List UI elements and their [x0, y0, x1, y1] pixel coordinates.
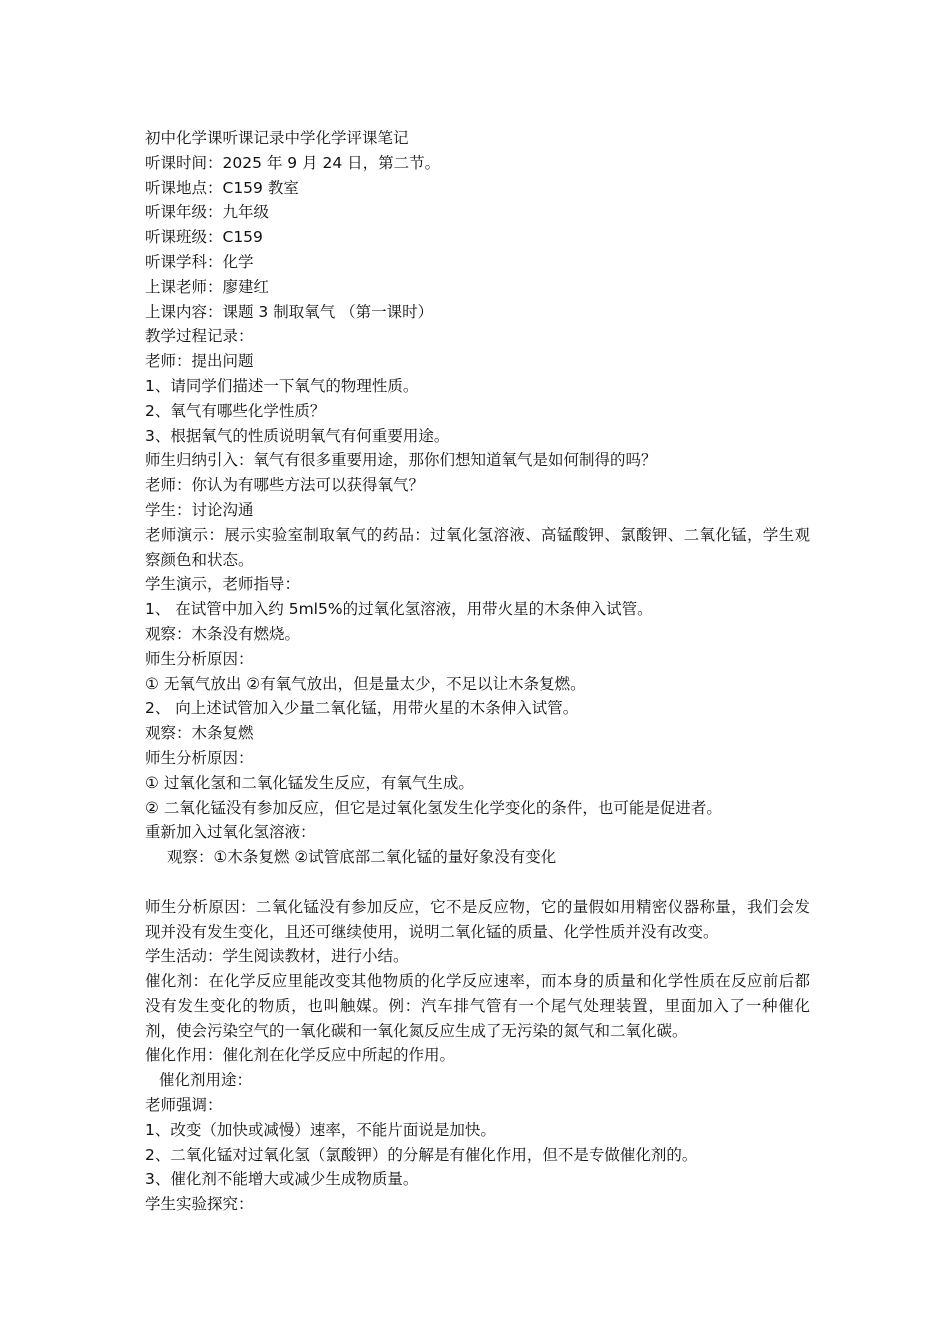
- lesson-teacher: 上课老师：廖建红: [145, 277, 270, 296]
- blank-line: [145, 870, 810, 895]
- question-2: 2、氧气有哪些化学性质？: [145, 401, 326, 420]
- catalyst-use: 催化剂用途：: [159, 1071, 253, 1090]
- analysis-3: 师生分析原因：二氧化锰没有参加反应，它不是反应物，它的量假如用精密仪器称量，我们会发现并没有发生变化，且还可继续使用，说明二氧化锰的质量、化学性质并没有改变。: [145, 897, 810, 941]
- catalysis-definition: 催化作用：催化剂在化学反应中所起的作用。: [145, 1046, 456, 1065]
- student-demo: 学生演示，老师指导：: [145, 575, 301, 594]
- readd-solution: 重新加入过氧化氢溶液：: [145, 823, 316, 842]
- observation-2: 观察：木条复燃: [145, 724, 254, 743]
- lesson-grade: 听课年级：九年级: [145, 203, 270, 222]
- observation-1: 观察：木条没有燃烧。: [145, 624, 301, 643]
- question-3: 3、根据氧气的性质说明氧气有何重要用途。: [145, 426, 450, 445]
- summary-intro: 师生归纳引入：氧气有很多重要用途，那你们想知道氧气是如何制得的吗？: [145, 451, 657, 470]
- document-title: 初中化学课听课记录中学化学评课笔记: [145, 129, 409, 147]
- lesson-class: 听课班级：C159: [145, 228, 263, 247]
- teacher-ask: 老师：你认为有哪些方法可以获得氧气？: [145, 476, 425, 495]
- student-experiment: 学生实验探究：: [145, 1195, 254, 1214]
- student-activity: 学生活动：学生阅读教材，进行小结。: [145, 947, 409, 966]
- catalyst-definition: 催化剂：在化学反应里能改变其他物质的化学反应速率，而本身的质量和化学性质在反应前后都没有发生变化的物质，也叫触媒。例：汽车排气管有一个尾气处理装置，里面加入了一种催化剂，使会污染空气的一氧化碳和一氧化氮反应生成了无污染的氮气和二氧化碳。: [145, 972, 810, 1040]
- document-page: [145, 126, 810, 1217]
- emphasis-3: 3、催化剂不能增大或减少生成物质量。: [145, 1170, 419, 1189]
- analysis-2a: ① 过氧化氢和二氧化锰发生反应，有氧气生成。: [145, 773, 474, 792]
- emphasis-1: 1、改变（加快或减慢）速率，不能片面说是加快。: [145, 1120, 496, 1139]
- analysis-2-title: 师生分析原因：: [145, 748, 254, 767]
- analysis-2b: ② 二氧化锰没有参加反应，但它是过氧化氢发生化学变化的条件，也可能是促进者。: [145, 798, 722, 817]
- teacher-question: 老师：提出问题: [145, 352, 254, 371]
- analysis-1: ① 无氧气放出 ②有氧气放出，但是量太少，不足以让木条复燃。: [145, 674, 586, 693]
- analysis-1-title: 师生分析原因：: [145, 649, 254, 668]
- lesson-place: 听课地点：C159 教室: [145, 178, 299, 197]
- process-title: 教学过程记录：: [145, 327, 254, 346]
- emphasis-2: 2、二氧化锰对过氧化氢（氯酸钾）的分解是有催化作用，但不是专做催化剂的。: [145, 1145, 698, 1164]
- lesson-content: 上课内容：课题 3 制取氧气 （第一课时）: [145, 302, 434, 321]
- experiment-1: 1、 在试管中加入约 5ml5%的过氧化氢溶液，用带火星的木条伸入试管。: [145, 600, 653, 619]
- observation-3: 观察：①木条复燃 ②试管底部二氧化锰的量好象没有变化: [167, 848, 557, 867]
- teacher-emphasis: 老师强调：: [145, 1096, 223, 1115]
- lesson-time: 听课时间：2025 年 9 月 24 日，第二节。: [145, 153, 441, 172]
- question-1: 1、请同学们描述一下氧气的物理性质。: [145, 376, 419, 395]
- experiment-2: 2、 向上述试管加入少量二氧化锰，用带火星的木条伸入试管。: [145, 699, 579, 718]
- lesson-subject: 听课学科：化学: [145, 252, 254, 271]
- teacher-demo: 老师演示：展示实验室制取氧气的药品：过氧化氢溶液、高锰酸钾、氯酸钾、二氧化锰，学生观察颜色和状态。: [145, 525, 810, 569]
- student-discuss: 学生：讨论沟通: [145, 500, 254, 519]
